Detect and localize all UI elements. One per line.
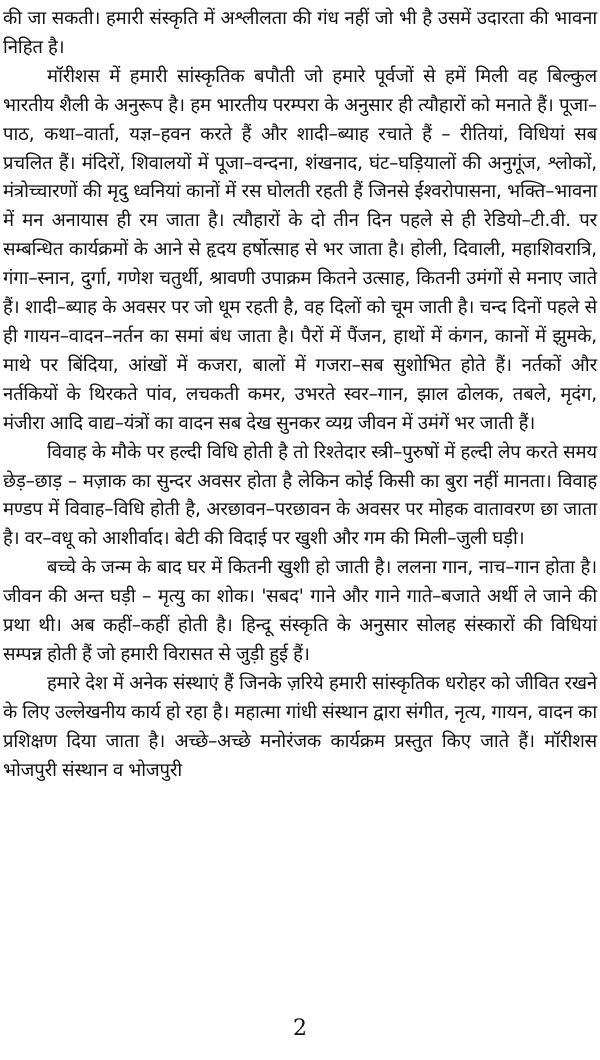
paragraph-wedding: विवाह के मौके पर हल्दी विधि होती है तो रिश्तेदार स्त्री–पुरुषों में हल्दी लेप करते समय छेड़–छाड़ – मज़ाक का सुन्दर अवसर होता है लेकिन कोई किसी का बुरा नहीं मानता। विवाह मण्डप में विवाह–विधि होती है, अरछावन–परछावन के अवसर पर मोहक वातावरण छा जाता है। वर–वधू को आशीर्वाद। बेटी की विदाई पर खुशी और गम की मिली–जुली घड़ी।: [3, 441, 597, 550]
paragraph-institutions: हमारे देश में अनेक संस्थाएं हैं जिनके ज़रिये हमारी सांस्कृतिक धरोहर को जीवित रखने के लिए उल्लेखनीय कार्य हो रहा है। महात्मा गांधी संस्थान द्वारा संगीत, नृत्य, गायन, वादन का प्रशिक्षण दिया जाता है। अच्छे–अच्छे मनोरंजक कार्यक्रम प्रस्तुत किए जाते हैं। मॉरीशस भोजपुरी संस्थान व भोजपुरी: [3, 672, 597, 781]
paragraph-continuation: की जा सकती। हमारी संस्कृति में अश्लीलता की गंध नहीं जो भी है उसमें उदारता की भावना निहित है।: [3, 8, 597, 58]
page-number: 2: [293, 1016, 307, 1041]
paragraph-mauritius-heritage: मॉरीशस में हमारी सांस्कृतिक बपौती जो हमारे पूर्वजों से हमें मिली वह बिल्कुल भारतीय शैली के अनुरूप है। हम भारतीय परम्परा के अनुसार ही त्यौहारों को मनाते हैं। पूजा–पाठ, कथा–वार्ता, यज्ञ–हवन करते हैं और शादी–ब्याह रचाते हैं – रीतियां, विधियां सब प्रचलित हैं। मंदिरों, शिवालयों में पूजा–वन्दना, शंखनाद, घंट–घड़ियालों की अनुगूंज, श्लोकों, मंत्रोच्चारणों की मृदु ध्वनियां कानों में रस घोलती रहती हैं जिनसे ईश्वरोपासना, भक्ति–भावना में मन अनायास ही रम जाता है। त्यौहारों के दो तीन दिन पहले से ही रेडियो–टी.वी. पर सम्बन्धित कार्यक्रमों के आने से हृदय हर्षोत्साह से भर जाता है। होली, दिवाली, महाशिवरात्रि, गंगा–स्नान, दुर्गा, गणेश चतुर्थी, श्रावणी उपाक्रम कितने उत्साह, कितनी उमंगों से मनाए जाते हैं। शादी–ब्याह के अवसर पर जो धूम रहती है, वह दिलों को चूम जाती है। चन्द दिनों पहले से ही गायन–वादन–नर्तन का समां बंध जाता है। पैरों में पैंजन, हाथों में कंगन, कानों में झुमके, माथे पर बिंदिया, आंखों में कजरा, बालों में गजरा–सब सुशोभित होते हैं। नर्तकों और नर्तकियों के थिरकते पांव, लचकती कमर, उभरते स्वर–गान, झाल ढोलक, तबले, मृदंग, मंजीरा आदि वाद्य–यंत्रों का वादन सब देख सुनकर व्यग्र जीवन में उमंगें भर जाती हैं।: [3, 65, 597, 434]
paragraph-birth-death: बच्चे के जन्म के बाद घर में कितनी खुशी हो जाती है। ललना गान, नाच–गान होता है। जीवन की अन्त घड़ी – मृत्यु का शोक। 'सबद' गाने और गाने गाते–बजाते अर्थी ले जाने की प्रथा थी। अब कहीं–कहीं होती है। हिन्दू संस्कृति के अनुसार सोलह संस्कारों की विधियां सम्पन्न होती हैं जो हमारी विरासत से जुड़ी हुई हैं।: [3, 557, 597, 665]
